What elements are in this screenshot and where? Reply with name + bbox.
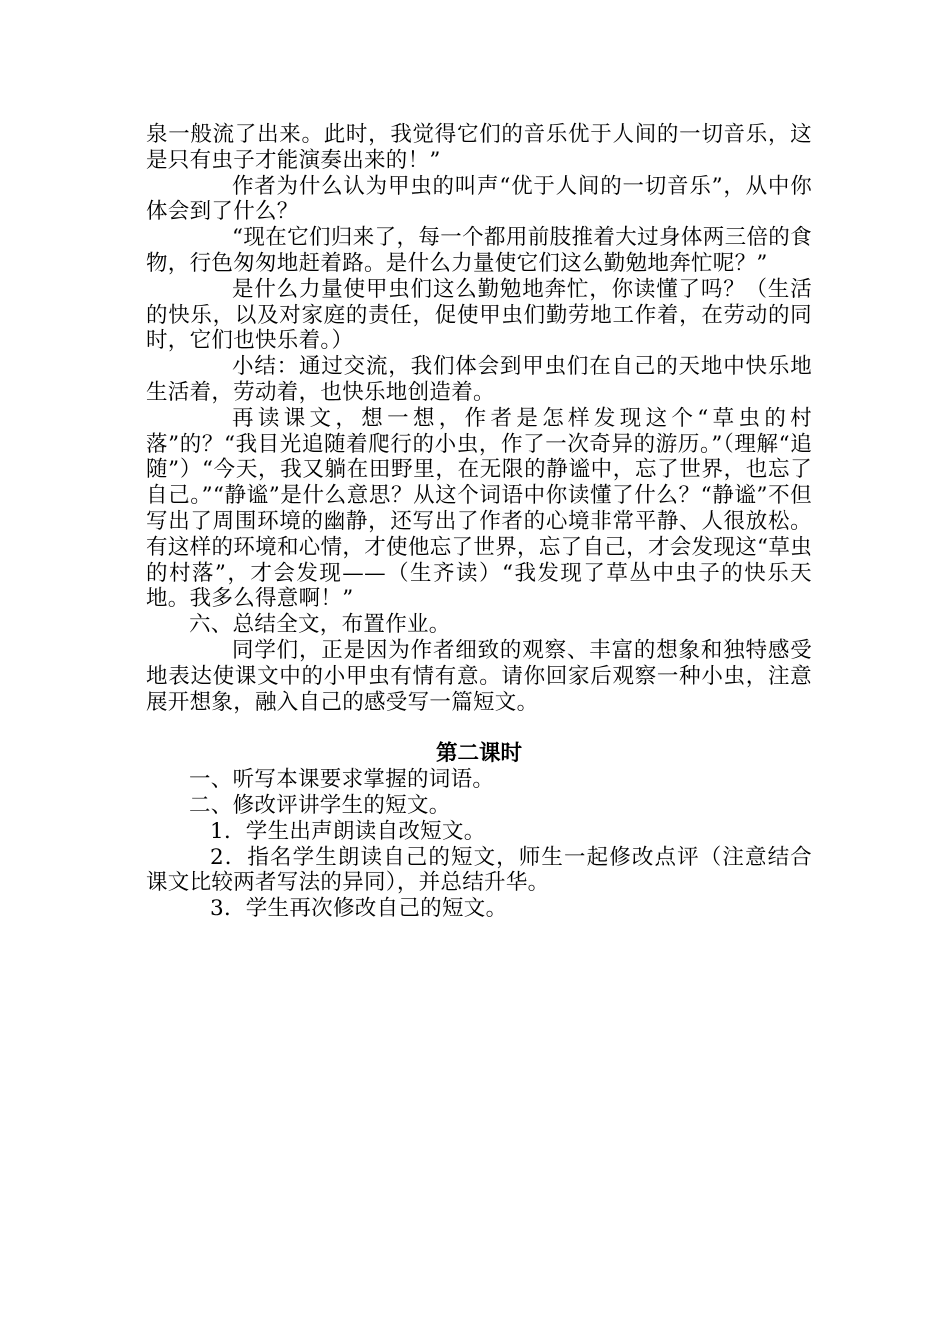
paragraph-reread: 再读课文，想一想，作者是怎样发现这个“草虫的村落”的？“我目光追随着爬行的小虫，作了一次奇异的游历。”（理解“追随”）“今天，我又躺在田野里，在无限的静谧中，忘了世界，也忘了自己。”“静谧”是什么意思？从这个词语中你读懂了什么？“静谧”不但写出了周围环境的幽静，还写出了作者的心境非常平静、人很放松。有这样的环境和心情，才使他忘了世界，忘了自己，才会发现这“草虫的村落”，才会发现——（生齐读）“我发现了草丛中虫子的快乐天地。我多么得意啊！” (146, 405, 812, 612)
paragraph-homework: 同学们，正是因为作者细致的观察、丰富的想象和独特感受地表达使课文中的小甲虫有情有意。请你回家后观察一种小虫，注意展开想象，融入自己的感受写一篇短文。 (146, 637, 812, 715)
paragraph-section-six: 六、总结全文，布置作业。 (189, 612, 451, 638)
paragraph-summary: 小结：通过交流，我们体会到甲虫们在自己的天地中快乐地生活着，劳动着，也快乐地创造着。 (146, 354, 812, 405)
list-item-step-1: 1．学生出声朗读自改短文。 (210, 818, 486, 844)
paragraph-revise: 二、修改评讲学生的短文。 (189, 792, 451, 818)
paragraph-quote-return: “现在它们归来了，每一个都用前肢推着大过身体两三倍的食物，行色匆匆地赶着路。是什么力量使它们这么勤勉地奔忙呢？” (146, 225, 812, 276)
paragraph-question-music: 作者为什么认为甲虫的叫声“优于人间的一切音乐”，从中你体会到了什么？ (146, 173, 812, 225)
paragraph-what-power: 是什么力量使甲虫们这么勤勉地奔忙，你读懂了吗？（生活的快乐，以及对家庭的责任，促使甲虫们勤劳地工作着，在劳动的同时，它们也快乐着。） (146, 276, 812, 354)
list-item-step-3: 3．学生再次修改自己的短文。 (210, 896, 508, 922)
list-item-step-2: 2．指名学生朗读自己的短文，师生一起修改点评（注意结合课文比较两者写法的异同），并总结升华。 (146, 844, 812, 896)
paragraph-insect-music: 泉一般流了出来。此时，我觉得它们的音乐优于人间的一切音乐，这是只有虫子才能演奏出来的！” (146, 122, 812, 173)
lesson-two-heading: 第二课时 (435, 741, 522, 767)
document-page (146, 122, 812, 922)
paragraph-dictation: 一、听写本课要求掌握的词语。 (189, 767, 495, 793)
